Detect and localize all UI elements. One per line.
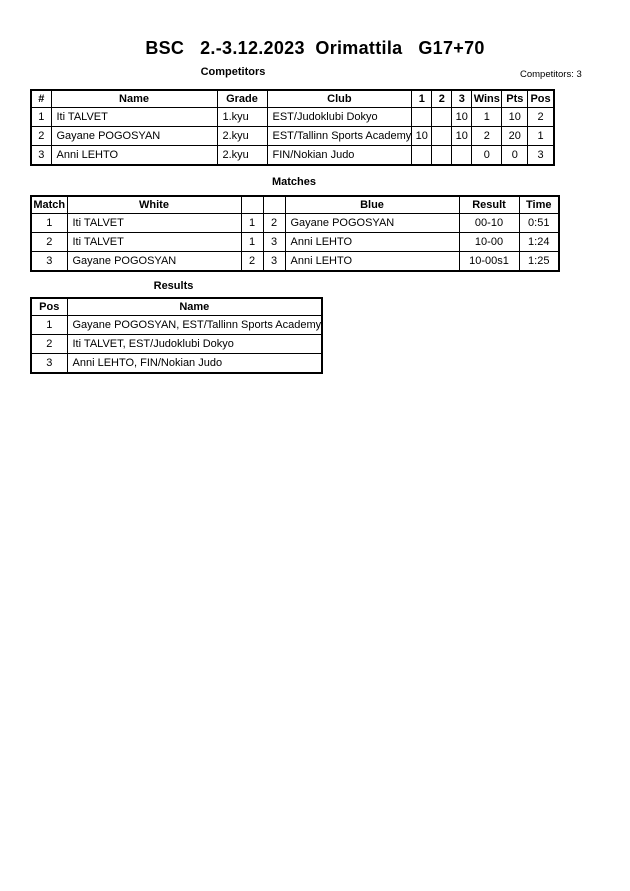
table-row (31, 252, 559, 272)
white-competitor-num: 1 (241, 233, 263, 252)
competitor-pos: 3 (528, 146, 554, 166)
col-header-result: Result (459, 196, 519, 214)
competitor-pos: 1 (528, 127, 554, 146)
table-row (31, 127, 554, 146)
competitor-wins: 1 (472, 108, 502, 127)
white-competitor-num: 1 (241, 214, 263, 233)
match-time: 1:25 (519, 252, 559, 272)
table-row (31, 354, 322, 374)
col-header-grade: Grade (217, 90, 267, 108)
results-header-row (31, 298, 322, 316)
competitor-pts: 20 (502, 127, 528, 146)
col-header-pos: Pos (528, 90, 554, 108)
col-header-2: 2 (432, 90, 452, 108)
result-name: Anni LEHTO, FIN/Nokian Judo (67, 354, 322, 374)
table-row (31, 233, 559, 252)
competitor-club: EST/Tallinn Sports Academy (267, 127, 412, 146)
white-competitor: Gayane POGOSYAN (67, 252, 241, 272)
white-competitor-num: 2 (241, 252, 263, 272)
competitor-grade: 1.kyu (217, 108, 267, 127)
result-pos: 3 (31, 354, 67, 374)
competitor-pts: 10 (502, 108, 528, 127)
competitors-header-row (31, 90, 554, 108)
blue-competitor: Gayane POGOSYAN (285, 214, 459, 233)
matches-table (30, 195, 560, 272)
match-number: 2 (31, 233, 67, 252)
score-vs-2 (432, 108, 452, 127)
col-header-pos: Pos (31, 298, 67, 316)
blue-competitor-num: 3 (263, 252, 285, 272)
competitor-wins: 2 (472, 127, 502, 146)
match-number: 1 (31, 214, 67, 233)
white-competitor: Iti TALVET (67, 233, 241, 252)
col-header-match: Match (31, 196, 67, 214)
page-title: BSC 2.-3.12.2023 Orimattila G17+70 (145, 38, 485, 58)
score-vs-1 (412, 108, 432, 127)
competitor-grade: 2.kyu (217, 146, 267, 166)
col-header-blue-num (263, 196, 285, 214)
match-time: 1:24 (519, 233, 559, 252)
table-row (31, 108, 554, 127)
competitors-count: Competitors: 3 (520, 69, 582, 80)
col-header-num: # (31, 90, 51, 108)
result-pos: 2 (31, 335, 67, 354)
result-name: Iti TALVET, EST/Judoklubi Dokyo (67, 335, 322, 354)
results-table (30, 297, 323, 374)
competitor-number: 1 (31, 108, 51, 127)
blue-competitor-num: 3 (263, 233, 285, 252)
table-row (31, 316, 322, 335)
competitor-club: FIN/Nokian Judo (267, 146, 412, 166)
col-header-3: 3 (452, 90, 472, 108)
competitor-pts: 0 (502, 146, 528, 166)
blue-competitor: Anni LEHTO (285, 233, 459, 252)
col-header-1: 1 (412, 90, 432, 108)
matches-header-row (31, 196, 559, 214)
score-vs-3 (452, 146, 472, 166)
white-competitor: Iti TALVET (67, 214, 241, 233)
match-result: 10-00 (459, 233, 519, 252)
competitors-table (30, 89, 555, 166)
col-header-name: Name (51, 90, 217, 108)
score-vs-2 (432, 146, 452, 166)
table-row (31, 214, 559, 233)
table-row (31, 335, 322, 354)
col-header-white-num (241, 196, 263, 214)
score-vs-1 (412, 146, 432, 166)
result-pos: 1 (31, 316, 67, 335)
competitor-wins: 0 (472, 146, 502, 166)
match-result: 00-10 (459, 214, 519, 233)
col-header-name: Name (67, 298, 322, 316)
competitor-pos: 2 (528, 108, 554, 127)
results-section-label: Results (153, 280, 194, 292)
matches-section-label: Matches (271, 176, 317, 188)
col-header-white: White (67, 196, 241, 214)
col-header-blue: Blue (285, 196, 459, 214)
blue-competitor: Anni LEHTO (285, 252, 459, 272)
match-result: 10-00s1 (459, 252, 519, 272)
match-number: 3 (31, 252, 67, 272)
col-header-pts: Pts (502, 90, 528, 108)
competitor-number: 3 (31, 146, 51, 166)
blue-competitor-num: 2 (263, 214, 285, 233)
competitor-grade: 2.kyu (217, 127, 267, 146)
col-header-wins: Wins (472, 90, 502, 108)
score-vs-3: 10 (452, 127, 472, 146)
competitors-section-label: Competitors (200, 66, 266, 78)
table-row (31, 146, 554, 166)
competitor-number: 2 (31, 127, 51, 146)
competitor-name: Iti TALVET (51, 108, 217, 127)
score-vs-2 (432, 127, 452, 146)
col-header-club: Club (267, 90, 412, 108)
score-vs-3: 10 (452, 108, 472, 127)
match-time: 0:51 (519, 214, 559, 233)
competitor-club: EST/Judoklubi Dokyo (267, 108, 412, 127)
score-vs-1: 10 (412, 127, 432, 146)
col-header-time: Time (519, 196, 559, 214)
competitor-name: Gayane POGOSYAN (51, 127, 217, 146)
result-name: Gayane POGOSYAN, EST/Tallinn Sports Academy (67, 316, 322, 335)
competitor-name: Anni LEHTO (51, 146, 217, 166)
